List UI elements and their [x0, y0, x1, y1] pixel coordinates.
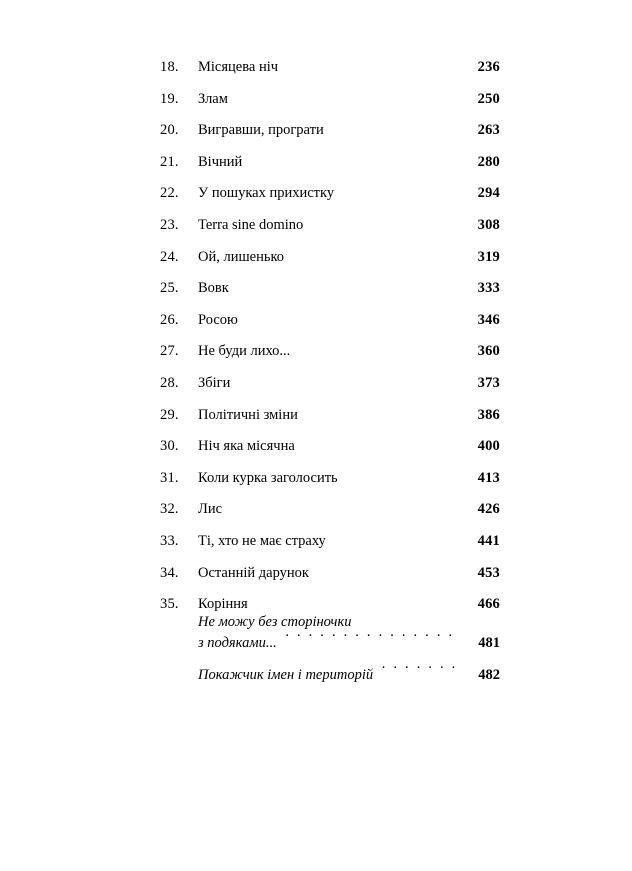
toc-entry-number: 24.	[160, 248, 179, 265]
toc-entry-page: 333	[477, 280, 500, 297]
backmatter-acknowledgements[interactable]	[198, 612, 500, 653]
toc-entry-page: 466	[477, 596, 500, 613]
index-page: 482	[478, 666, 500, 683]
toc-entry[interactable]	[160, 400, 500, 432]
toc-entry-page: 308	[477, 216, 500, 233]
dot-leader	[237, 278, 458, 293]
dot-leader	[332, 120, 458, 135]
dot-leader	[230, 499, 458, 514]
toc-entry-number: 31.	[160, 469, 179, 486]
dot-leader	[334, 530, 458, 545]
toc-entry-title: Збіги	[198, 374, 231, 391]
backmatter-index[interactable]	[198, 664, 500, 685]
toc-entry[interactable]	[160, 494, 500, 526]
toc-entry-page: 294	[477, 185, 500, 202]
acknowledgements-line-2-row	[198, 632, 500, 653]
toc-entry-number: 27.	[160, 343, 179, 360]
dot-leader	[250, 151, 458, 166]
toc-entry-page: 386	[477, 406, 500, 423]
toc-entry[interactable]	[160, 115, 500, 147]
toc-entry-number: 30.	[160, 438, 179, 455]
toc-entry[interactable]	[160, 368, 500, 400]
toc-entry-number: 33.	[160, 532, 179, 549]
toc-entry[interactable]	[160, 84, 500, 116]
toc-entry[interactable]	[160, 336, 500, 368]
toc-entry-number: 35.	[160, 596, 179, 613]
dot-leader	[292, 246, 458, 261]
toc-entry-number: 25.	[160, 280, 179, 297]
toc-entry-number: 19.	[160, 90, 179, 107]
toc-entry-number: 22.	[160, 185, 179, 202]
toc-entry-page: 346	[477, 311, 500, 328]
toc-entry-page: 426	[477, 501, 500, 518]
dot-leader	[286, 57, 458, 72]
toc-entry-title: Коли курка заголосить	[198, 469, 338, 486]
toc-entry-title: Вигравши, програти	[198, 122, 324, 139]
dot-leader	[238, 372, 458, 387]
toc-entry[interactable]	[160, 210, 500, 242]
toc-entry-title: Лис	[198, 501, 223, 518]
toc-entry-page: 373	[477, 374, 500, 391]
toc-entry-title: Політичні зміни	[198, 406, 298, 423]
toc-entry[interactable]	[160, 147, 500, 179]
toc-entry-page: 441	[477, 532, 500, 549]
toc-entry-page: 400	[477, 438, 500, 455]
index-title: Покажчик імен і територій	[198, 666, 374, 683]
toc-entry-title: Ніч яка місячна	[198, 438, 295, 455]
toc-entry[interactable]	[160, 52, 500, 84]
toc-entry-number: 23.	[160, 216, 179, 233]
acknowledgements-line-2: з подяками...	[198, 634, 277, 651]
toc-entry[interactable]	[160, 305, 500, 337]
toc-entry-number: 21.	[160, 153, 179, 170]
toc-entry-number: 28.	[160, 374, 179, 391]
toc-entry-number: 20.	[160, 122, 179, 139]
dot-leader	[311, 214, 458, 229]
toc-entry-page: 453	[477, 564, 500, 581]
toc-entry[interactable]	[160, 178, 500, 210]
toc-entry-title: Росою	[198, 311, 238, 328]
toc-entry-page: 236	[477, 59, 500, 75]
table-of-contents	[160, 52, 500, 621]
toc-entry[interactable]	[160, 526, 500, 558]
toc-entry[interactable]	[160, 463, 500, 495]
toc-entry-page: 319	[477, 248, 500, 265]
toc-entry-title: Не буди лихо...	[198, 343, 291, 360]
dot-leader	[285, 632, 458, 647]
toc-entry-title: Коріння	[198, 596, 248, 613]
toc-entry-number: 32.	[160, 501, 179, 518]
toc-entry[interactable]	[160, 558, 500, 590]
toc-entry-number: 29.	[160, 406, 179, 423]
toc-entry-title: Останній дарунок	[198, 564, 309, 581]
dot-leader	[346, 467, 458, 482]
toc-entry-page: 250	[477, 90, 500, 107]
toc-entry[interactable]	[160, 273, 500, 305]
toc-entry-title: Місяцева ніч	[198, 59, 279, 75]
toc-entry-page: 280	[477, 153, 500, 170]
toc-entry-title: Злам	[198, 90, 228, 107]
toc-entry-number: 26.	[160, 311, 179, 328]
dot-leader	[303, 436, 458, 451]
toc-entry[interactable]	[160, 242, 500, 274]
toc-entry-page: 360	[477, 343, 500, 360]
toc-entry-title: Terra sine domino	[198, 216, 304, 233]
dot-leader	[256, 594, 458, 609]
acknowledgements-line-1: Не можу без сторіночки	[198, 614, 352, 630]
acknowledgements-page: 481	[478, 634, 500, 651]
dot-leader	[306, 404, 458, 419]
toc-entry[interactable]	[160, 431, 500, 463]
dot-leader	[342, 183, 458, 198]
toc-entry-number: 18.	[160, 59, 179, 75]
dot-leader	[317, 562, 458, 577]
toc-entry-title: У пошуках прихистку	[198, 185, 335, 202]
dot-leader	[236, 88, 458, 103]
dot-leader	[298, 341, 458, 356]
toc-entry-title: Ті, хто не має страху	[198, 532, 326, 549]
dot-leader	[381, 664, 458, 679]
toc-entry-title: Вовк	[198, 280, 229, 297]
dot-leader	[246, 309, 458, 324]
toc-entry-page: 263	[477, 122, 500, 139]
toc-entry-title: Вічний	[198, 153, 243, 170]
toc-entry-title: Ой, лишенько	[198, 248, 285, 265]
toc-entry-page: 413	[477, 469, 500, 486]
toc-entry-number: 34.	[160, 564, 179, 581]
